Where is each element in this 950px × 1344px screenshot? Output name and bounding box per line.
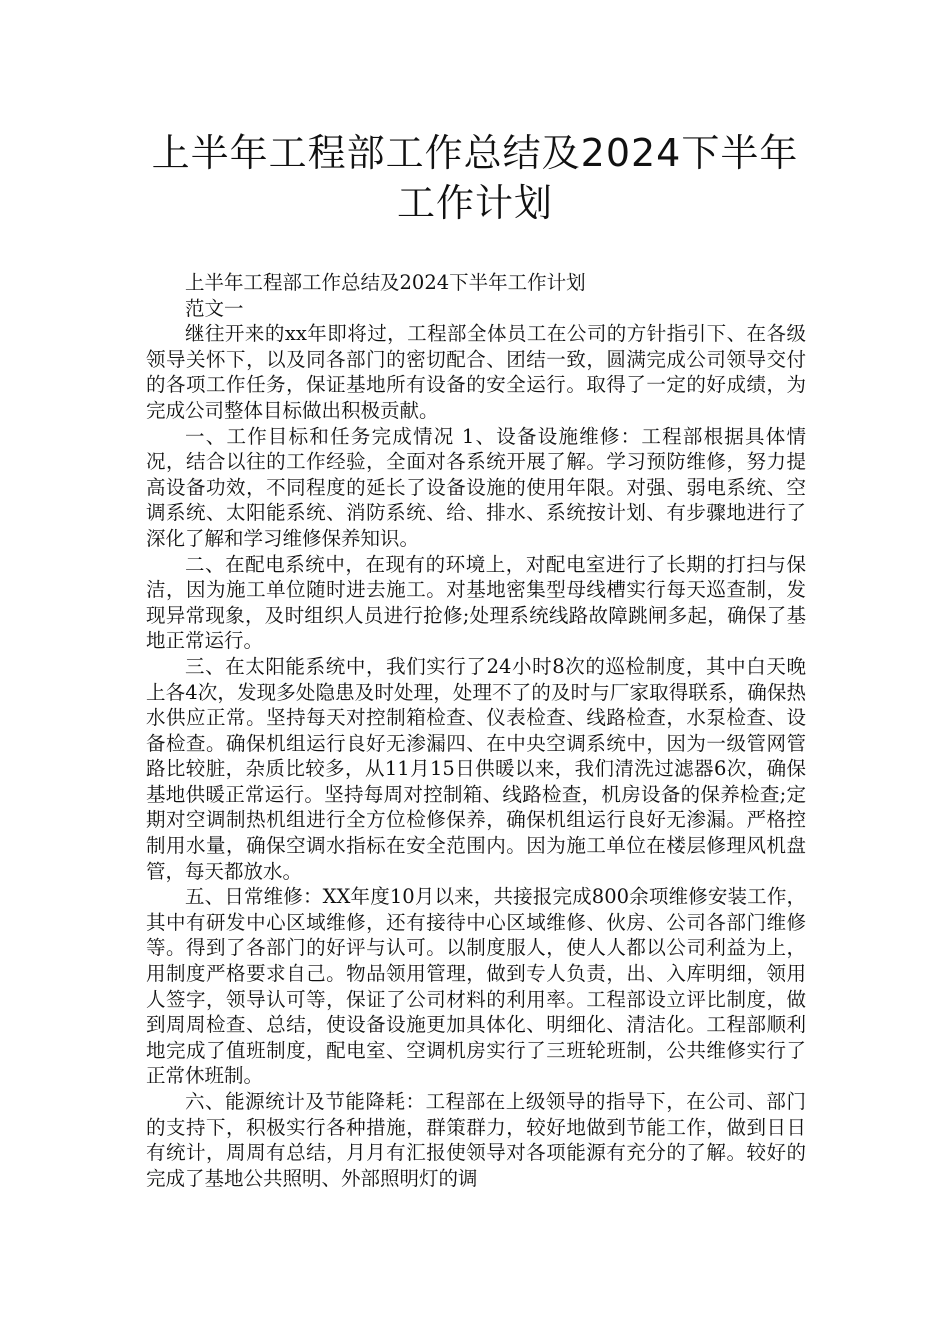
title-line-1: 上半年工程部工作总结及2024下半年: [151, 131, 799, 175]
paragraph-intro: 继往开来的xx年即将过，工程部全体员工在公司的方针指引下、在各级领导关怀下，以及同各部门的密切配合、团结一致，圆满完成公司领导交付的各项工作任务，保证基地所有设备的安全运行。取得了一定的好成绩，为完成公司整体目标做出积极贡献。: [146, 322, 806, 422]
paragraph-section-3: 三、在太阳能系统中，我们实行了24小时8次的巡检制度，其中白天晚上各4次，发现多处隐患及时处理，处理不了的及时与厂家取得联系，确保热水供应正常。坚持每天对控制箱检查、仪表检查、线路检查，水泵检查、设备检查。确保机组运行良好无渗漏四、在中央空调系统中，因为一级管网管路比较脏，杂质比较多，从11月15日供暖以来，我们清洗过滤器6次，确保基地供暖正常运行。坚持每周对控制箱、线路检查，机房设备的保养检查;定期对空调制热机组进行全方位检修保养，确保机组运行良好无渗漏。严格控制用水量，确保空调水指标在安全范围内。因为施工单位在楼层修理风机盘管，每天都放水。: [146, 654, 806, 883]
paragraph-section-6: 六、能源统计及节能降耗：工程部在上级领导的指导下，在公司、部门的支持下，积极实行各种措施，群策群力，较好地做到节能工作，做到日日有统计，周周有总结，月月有汇报使领导对各项能源有充分的了解。较好的完成了基地公共照明、外部照明灯的调: [146, 1090, 806, 1190]
paragraph-label: 范文一: [185, 296, 244, 320]
paragraph-section-5: 五、日常维修：XX年度10月以来，共接报完成800余项维修安装工作，其中有研发中心区域维修，还有接待中心区域维修、伙房、公司各部门维修等。得到了各部门的好评与认可。以制度服人，使人人都以公司利益为上，用制度严格要求自己。物品领用管理，做到专人负责，出、入库明细，领用人签字，领导认可等，保证了公司材料的利用率。工程部设立评比制度，做到周周检查、总结，使设备设施更加具体化、明细化、清洁化。工程部顺利地完成了值班制度，配电室、空调机房实行了三班轮班制，公共维修实行了正常休班制。: [146, 885, 806, 1088]
paragraph-section-2: 二、在配电系统中，在现有的环境上，对配电室进行了长期的打扫与保洁，因为施工单位随时进去施工。对基地密集型母线槽实行每天巡查制，发现异常现象，及时组织人员进行抢修;处理系统线路故障跳闸多起，确保了基地正常运行。: [146, 552, 806, 653]
document-title: [100, 128, 850, 228]
document-body: [146, 270, 806, 1191]
paragraph-section-1: 一、工作目标和任务完成情况 1、设备设施维修：工程部根据具体情况，结合以往的工作经验，全面对各系统开展了解。学习预防维修，努力提高设备功效，不同程度的延长了设备设施的使用年限。对强、弱电系统、空调系统、太阳能系统、消防系统、给、排水、系统按计划、有步骤地进行了深化了解和学习维修保养知识。: [146, 424, 806, 550]
title-line-2: 工作计划: [396, 181, 553, 225]
paragraph-subtitle: 上半年工程部工作总结及2024下半年工作计划: [185, 271, 586, 294]
